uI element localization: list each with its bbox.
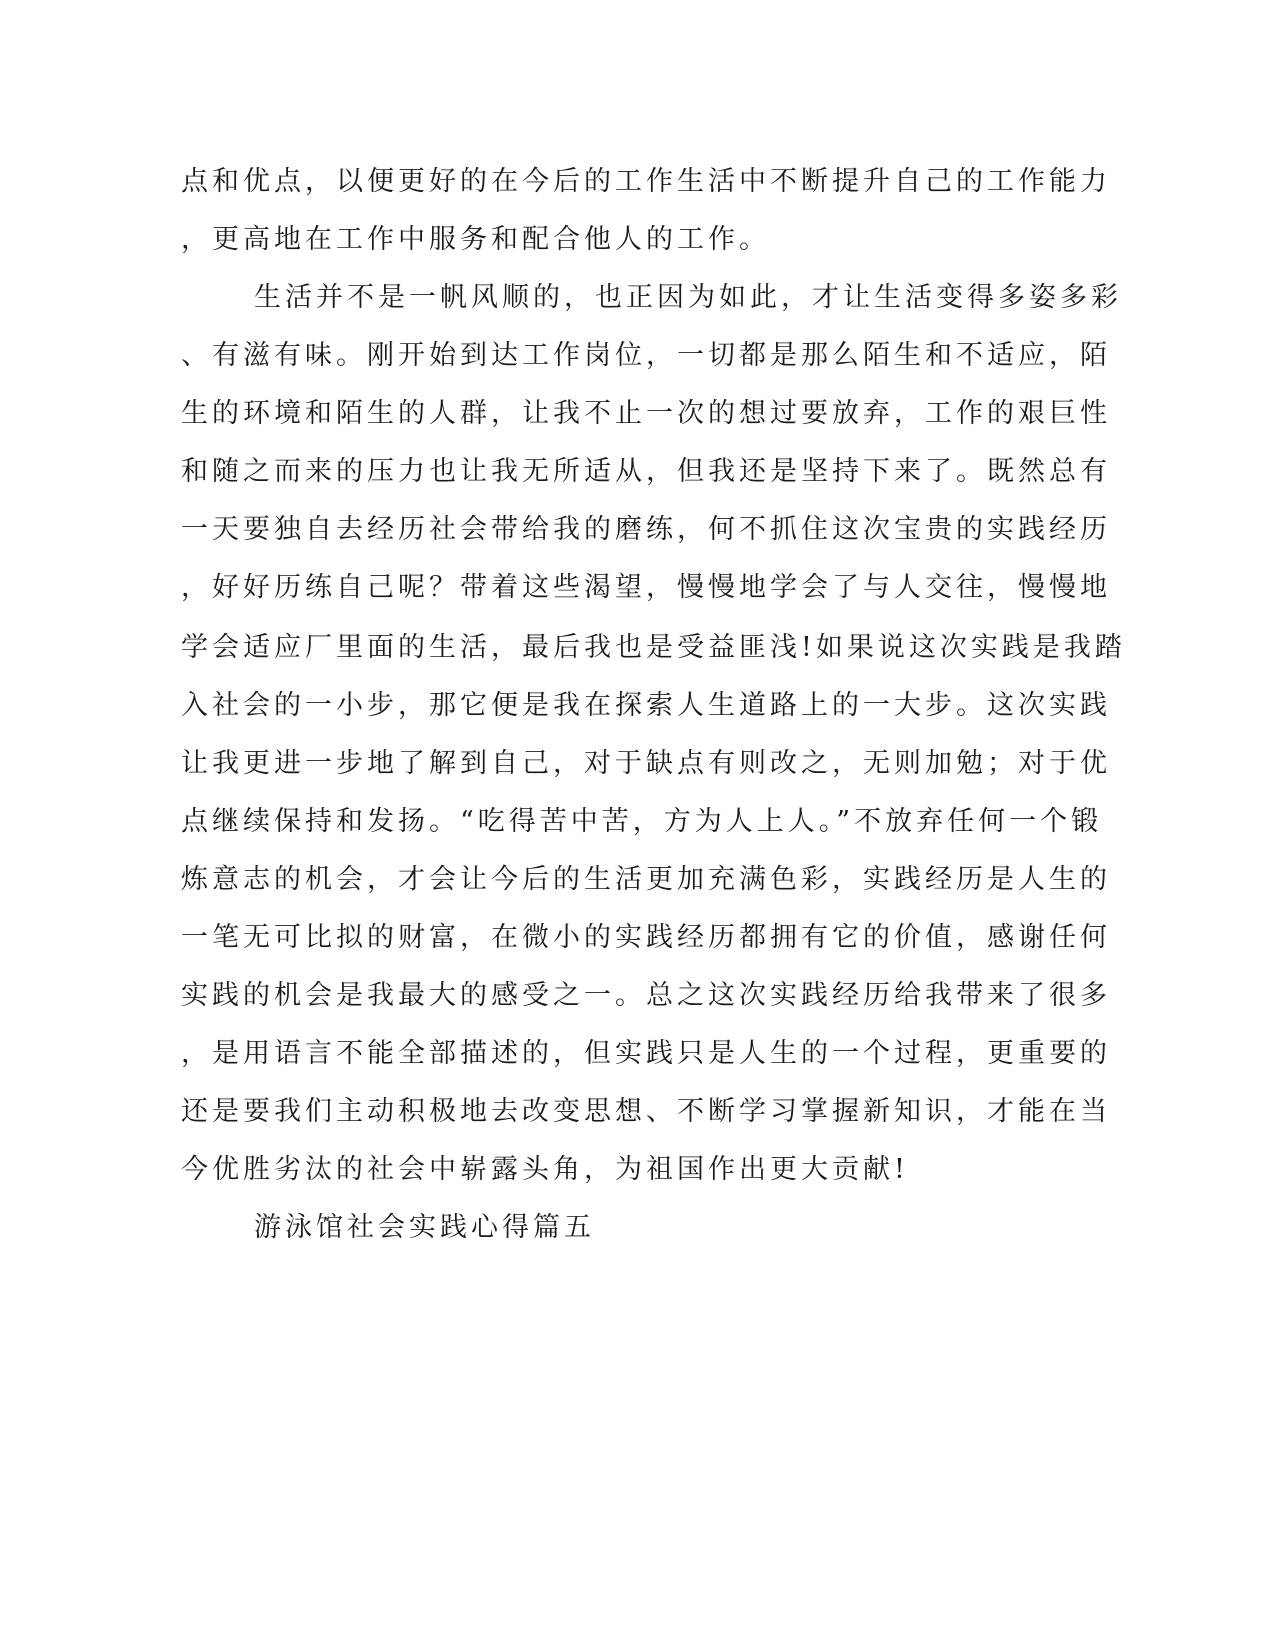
text-line: ，是用语言不能全部描述的，但实践只是人生的一个过程，更重要的 — [181, 1038, 1111, 1069]
text-line: ，好好历练自己呢？带着这些渴望，慢慢地学会了与人交往，慢慢地 — [181, 572, 1111, 603]
text-line: 和随之而来的压力也让我无所适从，但我还是坚持下来了。既然总有 — [181, 456, 1111, 487]
text-line: 、有滋有味。刚开始到达工作岗位，一切都是那么陌生和不适应，陌 — [181, 340, 1111, 371]
text-line: 一笔无可比拟的财富，在微小的实践经历都拥有它的价值，感谢任何 — [181, 922, 1111, 953]
paragraph-first-line: 生活并不是一帆风顺的，也正因为如此，才让生活变得多姿多彩 — [254, 282, 1122, 313]
text-line: ，更高地在工作中服务和配合他人的工作。 — [181, 224, 770, 255]
text-line: 让我更进一步地了解到自己，对于缺点有则改之，无则加勉；对于优 — [181, 748, 1111, 779]
text-line: 炼意志的机会，才会让今后的生活更加充满色彩，实践经历是人生的 — [181, 864, 1111, 895]
text-line: 还是要我们主动积极地去改变思想、不断学习掌握新知识，才能在当 — [181, 1096, 1111, 1127]
section-heading: 游泳馆社会实践心得篇五 — [254, 1212, 595, 1243]
text-line: 点继续保持和发扬。“吃得苦中苦，方为人上人。”不放弃任何一个锻 — [181, 806, 1103, 837]
text-line: 实践的机会是我最大的感受之一。总之这次实践经历给我带来了很多 — [181, 980, 1111, 1011]
text-line: 一天要独自去经历社会带给我的磨练，何不抓住这次宝贵的实践经历 — [181, 514, 1111, 545]
text-line: 今优胜劣汰的社会中崭露头角，为祖国作出更大贡献! — [181, 1154, 909, 1185]
text-line: 点和优点，以便更好的在今后的工作生活中不断提升自己的工作能力 — [181, 166, 1111, 197]
text-line: 学会适应厂里面的生活，最后我也是受益匪浅!如果说这次实践是我踏 — [181, 632, 1126, 663]
text-line: 生的环境和陌生的人群，让我不止一次的想过要放弃，工作的艰巨性 — [181, 398, 1111, 429]
text-line: 入社会的一小步，那它便是我在探索人生道路上的一大步。这次实践 — [181, 690, 1111, 721]
